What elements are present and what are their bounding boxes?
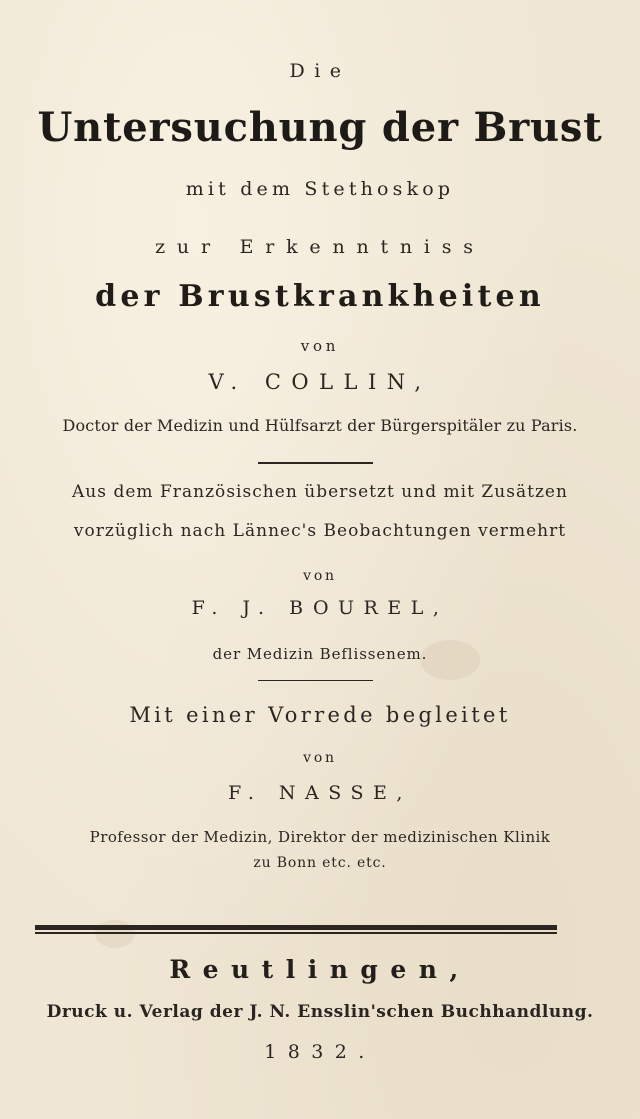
translation-note-line-2: vorzüglich nach Lännec's Beobachtungen vermehrt bbox=[73, 521, 567, 541]
thick-rule bbox=[35, 925, 557, 930]
von-label: von bbox=[303, 568, 337, 584]
separator-rule bbox=[258, 462, 373, 464]
separator-rule bbox=[258, 680, 373, 681]
translator-title: der Medizin Beflissenem. bbox=[212, 645, 428, 663]
translation-note-line-1: Aus dem Französischen übersetzt und mit Zusätzen bbox=[72, 482, 568, 502]
publication-year: 1832. bbox=[264, 1041, 376, 1063]
subtitle-zur: zur Erkenntniss bbox=[155, 236, 485, 258]
preface-author-name: F. NASSE, bbox=[228, 782, 412, 804]
preface-author-location: zu Bonn etc. etc. bbox=[253, 855, 387, 871]
publication-place: Reutlingen, bbox=[169, 955, 471, 984]
subtitle-brustkrankheiten: der Brustkrankheiten bbox=[95, 279, 545, 314]
preface-line: Mit einer Vorrede begleitet bbox=[129, 703, 511, 727]
author-name: V. COLLIN, bbox=[208, 370, 432, 394]
von-label: von bbox=[300, 337, 340, 355]
author-title: Doctor der Medizin und Hülfsarzt der Bürgerspitäler zu Paris. bbox=[62, 416, 578, 435]
von-label: von bbox=[303, 750, 337, 766]
thin-rule bbox=[35, 932, 557, 934]
double-separator-rule bbox=[35, 925, 557, 935]
main-title: Untersuchung der Brust bbox=[37, 104, 603, 151]
preface-author-title: Professor der Medizin, Direktor der medizinischen Klinik bbox=[89, 828, 551, 846]
die-word: Die bbox=[289, 60, 351, 82]
subtitle-mit-dem: mit dem Stethoskop bbox=[185, 178, 455, 200]
publisher-line: Druck u. Verlag der J. N. Ensslin'schen Buchhandlung. bbox=[46, 1002, 594, 1022]
translator-name: F. J. BOUREL, bbox=[191, 597, 449, 619]
